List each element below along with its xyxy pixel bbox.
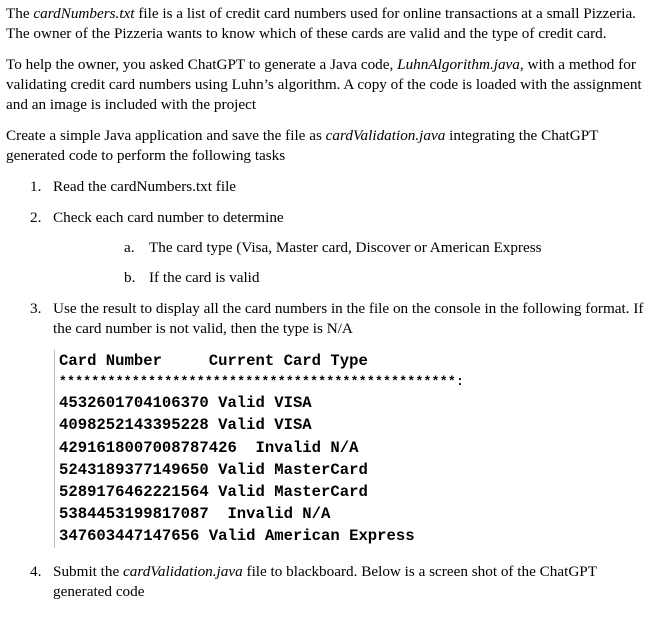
intro-paragraph-3 (6, 126, 650, 166)
task-item-3 (6, 299, 650, 339)
text-span: with a method for validating credit card numbers using Luhn’s algorithm. A copy of the code is loaded with the assignment and an image is included with the project (6, 56, 642, 113)
task-item-2 (6, 208, 650, 288)
task-item-4 (6, 562, 650, 602)
text-span: To help the owner, you asked ChatGPT to generate a Java code, (6, 56, 398, 73)
console-row: 347603447147656 Valid American Express (59, 527, 415, 546)
subtask-text: The card type (Visa, Master card, Discover or American Express (149, 239, 542, 256)
intro-paragraph-2 (6, 55, 650, 115)
text-span: file is a list of credit card numbers used for online transactions at a small Pizzeria. The owner of the Pizzeria wants to know which of these cards are valid and the type of credit card. (6, 5, 636, 42)
text-span: file to blackboard. Below is a screen shot of the ChatGPT generated code (53, 562, 597, 600)
text-span: Submit the (53, 562, 124, 580)
console-header: Card Number Current Card Type (59, 352, 368, 370)
task-number: 3. (30, 300, 42, 317)
task-text: Check each card number to determine (53, 209, 284, 226)
filename-luhn: LuhnAlgorithm.java, (397, 56, 524, 73)
task-number: 1. (30, 178, 42, 195)
filename-cardnumbers: cardNumbers.txt (33, 5, 135, 22)
console-row: 4291618007008787426 Invalid N/A (59, 438, 359, 457)
filename-cardvalidation: cardValidation.java (325, 127, 446, 144)
subtask-letter: a. (124, 239, 135, 256)
task-text: Use the result to display all the card numbers in the file on the console in the following format. If the card number is not valid, then the type is N/A (53, 300, 644, 337)
subtask-letter: b. (124, 269, 136, 286)
task-list-continued (6, 562, 650, 602)
console-row: 5384453199817087 Invalid N/A (59, 505, 331, 524)
filename-cardvalidation: cardValidation.java (123, 562, 243, 580)
console-row: 4532601704106370 Valid VISA (59, 394, 312, 413)
subtask-list (53, 238, 650, 288)
intro-paragraph-1 (6, 4, 650, 44)
subtask-item-b (53, 268, 650, 288)
console-separator: *************************************************: (59, 374, 465, 390)
subtask-item-a (53, 238, 650, 258)
text-span: integrating the ChatGPT generated code to perform the following tasks (6, 127, 599, 164)
console-row: 5289176462221564 Valid MasterCard (59, 483, 368, 502)
task-text: Read the cardNumbers.txt file (53, 178, 237, 195)
subtask-text: If the card is valid (149, 269, 260, 286)
text-span: Create a simple Java application and save the file as (6, 127, 326, 144)
console-output-sample (54, 350, 650, 548)
console-row: 5243189377149650 Valid MasterCard (59, 460, 368, 479)
task-list (6, 177, 650, 339)
console-row: 4098252143395228 Valid VISA (59, 416, 312, 435)
task-number: 2. (30, 209, 42, 226)
text-span: The (6, 5, 34, 22)
task-item-1 (6, 177, 650, 197)
task-number: 4. (30, 562, 42, 580)
